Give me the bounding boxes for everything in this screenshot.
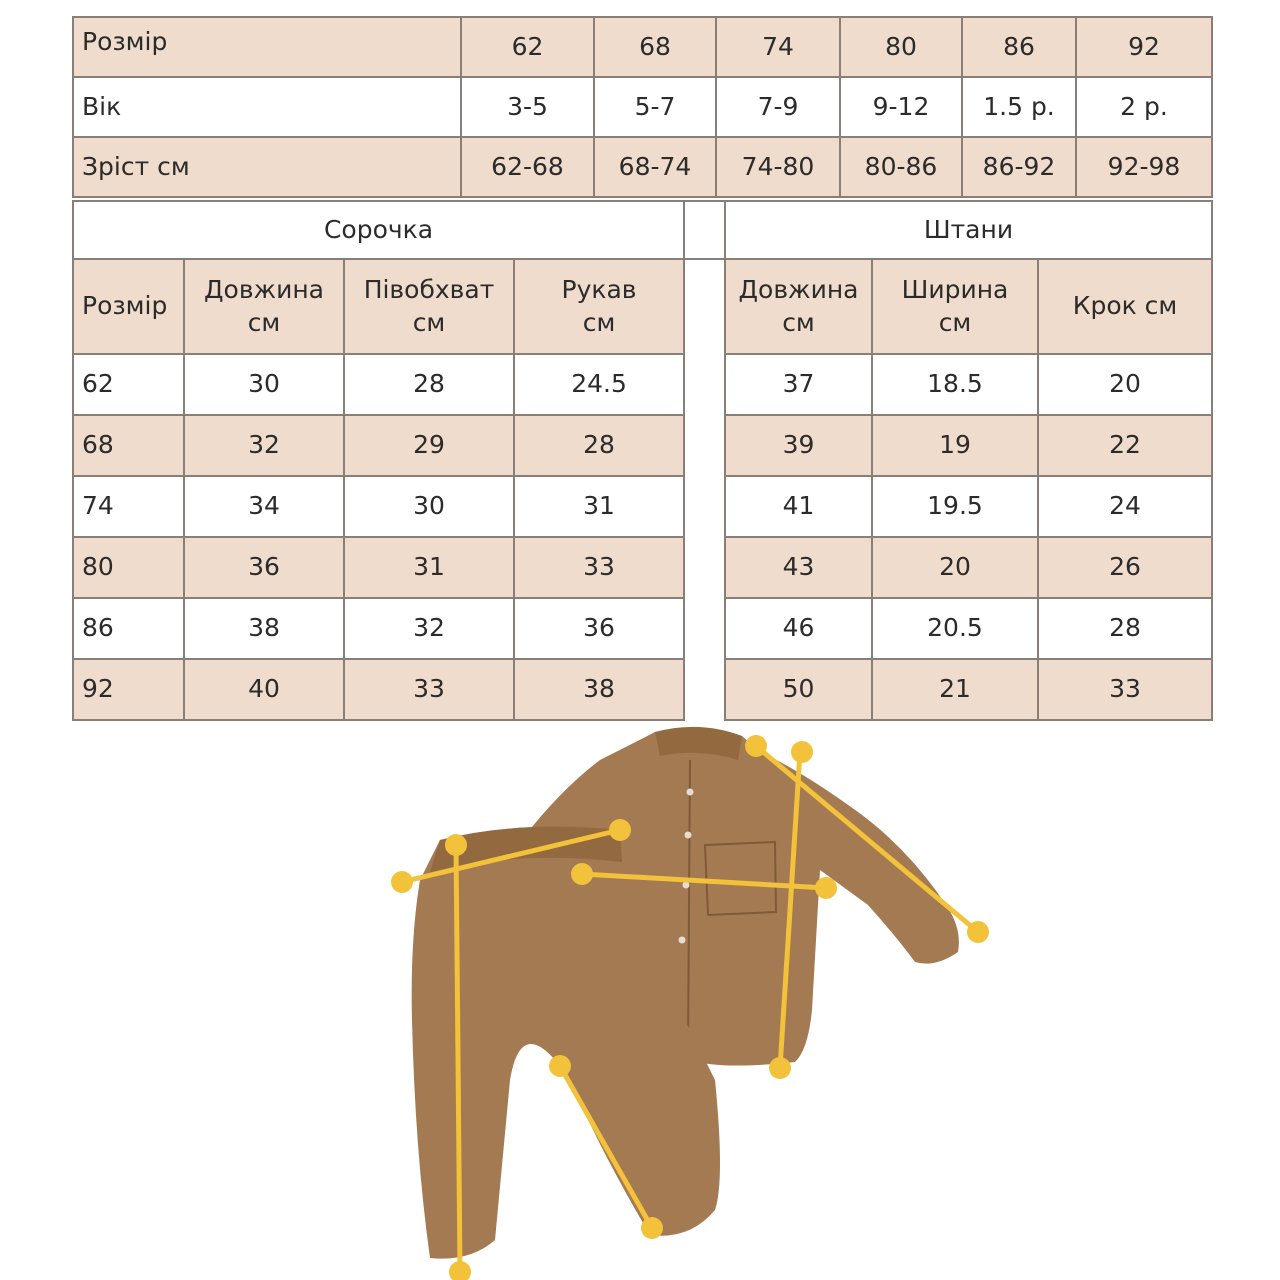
shirt-title-row (73, 201, 684, 259)
table-cell: 30 (184, 354, 344, 415)
marker-dot (815, 877, 837, 899)
table-cell: 36 (514, 598, 684, 659)
summary-cell: 86-92 (962, 137, 1076, 197)
marker-dot (549, 1055, 571, 1077)
table-cell: 32 (344, 598, 514, 659)
pants-header-inseam (1038, 259, 1212, 354)
table-cell: 92 (73, 659, 184, 720)
table-cell: 39 (725, 415, 872, 476)
header-unit: см (412, 307, 446, 337)
table-cell: 33 (514, 537, 684, 598)
summary-row-age (73, 77, 1212, 137)
summary-cell: 74-80 (716, 137, 840, 197)
header-line: Рукав (561, 275, 637, 304)
table-cell: 29 (344, 415, 514, 476)
table-cell: 34 (184, 476, 344, 537)
pants-illustration (412, 827, 720, 1259)
table-cell: 50 (725, 659, 872, 720)
table-cell: 22 (1038, 415, 1212, 476)
shirt-header-row (73, 259, 684, 354)
table-cell: 28 (514, 415, 684, 476)
shirt-button (679, 937, 686, 944)
pants-inseam-line (560, 1066, 652, 1228)
table-cell: 24 (1038, 476, 1212, 537)
shirt-body (520, 728, 959, 1066)
summary-cell: 92-98 (1076, 137, 1212, 197)
table-cell: 36 (184, 537, 344, 598)
table-cell: 68 (73, 415, 184, 476)
measurement-lines (402, 746, 978, 1272)
table-cell: 28 (1038, 598, 1212, 659)
table-row (725, 476, 1212, 537)
marker-dot (745, 735, 767, 757)
table-row (725, 537, 1212, 598)
marker-dot (609, 819, 631, 841)
header-line: Ширина (901, 275, 1009, 304)
summary-cell: 74 (716, 17, 840, 77)
table-cell: 32 (184, 415, 344, 476)
shirt-placket (688, 760, 690, 1050)
measurement-markers (391, 735, 989, 1280)
table-row (725, 659, 1212, 720)
table-cell: 74 (73, 476, 184, 537)
table-cell: 31 (514, 476, 684, 537)
table-cell: 43 (725, 537, 872, 598)
marker-dot (769, 1057, 791, 1079)
summary-cell: 80 (840, 17, 962, 77)
summary-cell: 9-12 (840, 77, 962, 137)
table-cell: 19 (872, 415, 1038, 476)
header-line: Крок см (1072, 291, 1178, 321)
header-unit: см (782, 307, 815, 337)
marker-dot (641, 1217, 663, 1239)
shirt-header-size (73, 259, 184, 354)
header-unit: см (582, 307, 616, 337)
shirt-title: Сорочка (73, 201, 684, 259)
table-cell: 28 (344, 354, 514, 415)
pants-waistband (430, 827, 622, 872)
summary-label: Зріст см (73, 137, 461, 197)
marker-dot (391, 871, 413, 893)
table-cell: 37 (725, 354, 872, 415)
shirt-header-half-chest (344, 259, 514, 354)
table-cell: 20.5 (872, 598, 1038, 659)
table-row (725, 598, 1212, 659)
table-cell: 40 (184, 659, 344, 720)
table-row (73, 354, 684, 415)
summary-cell: 5-7 (594, 77, 716, 137)
summary-label: Вік (73, 77, 461, 137)
table-cell: 21 (872, 659, 1038, 720)
summary-cell: 62-68 (461, 137, 594, 197)
shirt-header-length (184, 259, 344, 354)
pants-header-width (872, 259, 1038, 354)
summary-cell: 86 (962, 17, 1076, 77)
marker-dot (445, 834, 467, 856)
pants-title-row (725, 201, 1212, 259)
shirt-button (683, 882, 690, 889)
shirt-button (685, 832, 692, 839)
summary-cell: 80-86 (840, 137, 962, 197)
table-cell: 19.5 (872, 476, 1038, 537)
summary-label: Розмір (73, 17, 461, 77)
shirt-collar (655, 727, 742, 760)
table-cell: 26 (1038, 537, 1212, 598)
pants-title: Штани (725, 201, 1212, 259)
table-cell: 86 (73, 598, 184, 659)
summary-cell: 62 (461, 17, 594, 77)
table-row (725, 354, 1212, 415)
table-cell: 33 (344, 659, 514, 720)
header-unit: см (247, 307, 281, 337)
table-divider (683, 200, 724, 260)
table-cell: 41 (725, 476, 872, 537)
table-cell: 46 (725, 598, 872, 659)
summary-cell: 7-9 (716, 77, 840, 137)
shirt-size-table (72, 200, 685, 721)
shirt-header-sleeve (514, 259, 684, 354)
pants-width-line (402, 830, 620, 882)
size-summary-table (72, 16, 1213, 198)
table-cell: 31 (344, 537, 514, 598)
summary-cell: 68-74 (594, 137, 716, 197)
summary-cell: 68 (594, 17, 716, 77)
marker-dot (791, 741, 813, 763)
summary-cell: 92 (1076, 17, 1212, 77)
header-unit: см (938, 307, 972, 337)
summary-cell: 2 р. (1076, 77, 1212, 137)
table-row (73, 598, 684, 659)
pants-size-table (724, 200, 1213, 721)
table-row (73, 537, 684, 598)
table-cell: 20 (872, 537, 1038, 598)
shirt-button (687, 789, 694, 796)
table-cell: 24.5 (514, 354, 684, 415)
marker-dot (967, 921, 989, 943)
table-cell: 38 (514, 659, 684, 720)
pants-header-length (725, 259, 872, 354)
summary-row-size (73, 17, 1212, 77)
header-line: Півобхват (363, 275, 495, 304)
table-row (73, 415, 684, 476)
table-cell: 62 (73, 354, 184, 415)
header-line: Розмір (82, 291, 168, 321)
header-line: Довжина (738, 275, 859, 304)
summary-cell: 3-5 (461, 77, 594, 137)
table-row (73, 659, 684, 720)
table-cell: 80 (73, 537, 184, 598)
shirt-sleeve-line (756, 746, 978, 932)
table-row (73, 476, 684, 537)
shirt-illustration (520, 727, 959, 1066)
shirt-length-line (780, 752, 800, 1068)
pants-body (412, 827, 720, 1259)
shirt-pocket (705, 842, 776, 915)
summary-cell: 1.5 р. (962, 77, 1076, 137)
summary-row-height (73, 137, 1212, 197)
table-cell: 33 (1038, 659, 1212, 720)
header-line: Довжина (204, 275, 324, 304)
shirt-chest-line (582, 874, 826, 888)
table-cell: 18.5 (872, 354, 1038, 415)
pants-header-row (725, 259, 1212, 354)
table-cell: 30 (344, 476, 514, 537)
marker-dot (449, 1261, 471, 1280)
pants-length-line (456, 845, 460, 1272)
table-cell: 38 (184, 598, 344, 659)
table-cell: 20 (1038, 354, 1212, 415)
table-row (725, 415, 1212, 476)
marker-dot (571, 863, 593, 885)
